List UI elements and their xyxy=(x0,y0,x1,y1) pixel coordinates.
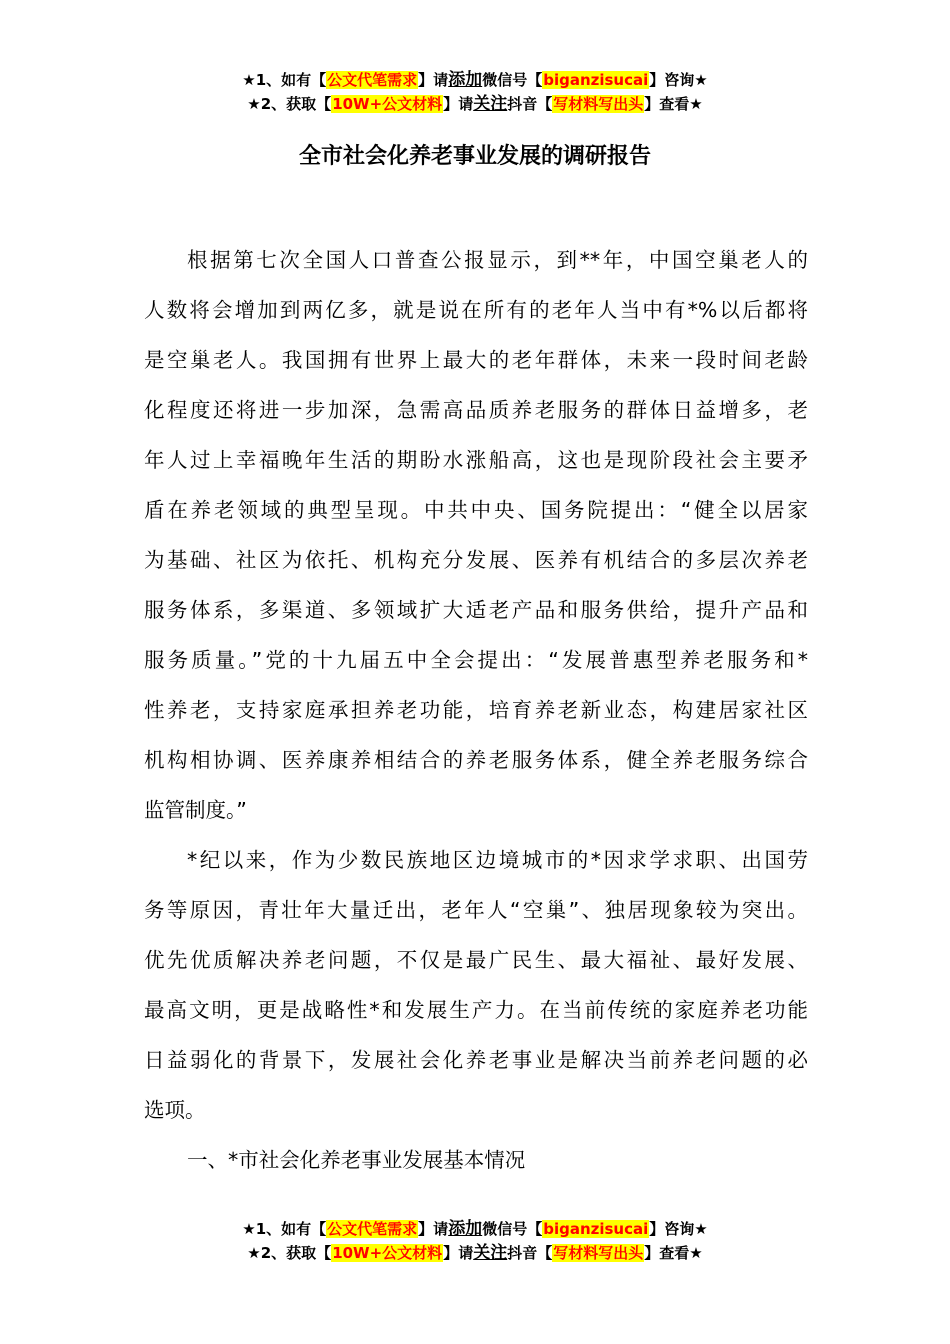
promo-line-1 xyxy=(0,1217,950,1241)
text-line: 最高文明，更是战略性*和发展生产力。在当前传统的家庭养老功能 xyxy=(144,998,808,1022)
promo-text: ★2、获取【 xyxy=(247,1244,332,1262)
promo-text: 微信号【 xyxy=(482,71,543,89)
highlight-text: 公文代笔需求 xyxy=(327,1220,418,1238)
highlight-text: 10W+公文材料 xyxy=(332,1244,443,1262)
text-line: *纪以来，作为少数民族地区边境城市的*因求学求职、出国劳 xyxy=(187,848,808,872)
text-line: 优先优质解决养老问题，不仅是最广民生、最大福祉、最好发展、 xyxy=(144,948,808,972)
highlight-text: biganzisucai xyxy=(543,71,649,89)
highlight-text: biganzisucai xyxy=(543,1220,649,1238)
promo-text: 抖音【 xyxy=(507,1244,553,1262)
promo-line-2 xyxy=(0,1241,950,1265)
text-line: 人数将会增加到两亿多，就是说在所有的老年人当中有*%以后都将 xyxy=(144,298,808,322)
promo-text: 】请 xyxy=(443,1244,474,1262)
promo-text: 】查看★ xyxy=(644,1244,703,1262)
underlined-text: 添加 xyxy=(448,70,483,90)
promo-text: 抖音【 xyxy=(507,95,553,113)
document-title: 全市社会化养老事业发展的调研报告 xyxy=(298,144,651,169)
promo-text: 】咨询★ xyxy=(649,71,708,89)
promo-text: 】请 xyxy=(418,71,449,89)
underlined-text: 关注 xyxy=(473,1243,508,1263)
promo-text: 】咨询★ xyxy=(649,1220,708,1238)
highlight-text: 公文代笔需求 xyxy=(327,71,418,89)
underlined-text: 添加 xyxy=(448,1219,483,1239)
document-body xyxy=(144,235,808,1185)
highlight-text: 写材料写出头 xyxy=(553,95,644,113)
promo-text: 】请 xyxy=(443,95,474,113)
promo-banner-bottom xyxy=(0,1217,950,1265)
promo-text: ★2、获取【 xyxy=(247,95,332,113)
text-line: 年人过上幸福晚年生活的期盼水涨船高，这也是现阶段社会主要矛 xyxy=(144,448,808,472)
text-line: 服务体系，多渠道、多领域扩大适老产品和服务供给，提升产品和 xyxy=(144,598,808,622)
text-line: 根据第七次全国人口普查公报显示，到**年，中国空巢老人的 xyxy=(187,248,808,272)
text-line: 监管制度。” xyxy=(144,798,247,822)
promo-text: 】查看★ xyxy=(644,95,703,113)
text-line: 为基础、社区为依托、机构充分发展、医养有机结合的多层次养老 xyxy=(144,548,808,572)
section-heading: 一、*市社会化养老事业发展基本情况 xyxy=(187,1148,526,1172)
promo-line-2 xyxy=(0,92,950,116)
text-line: 服务质量。”党的十九届五中全会提出：“发展普惠型养老服务和* xyxy=(144,648,808,672)
underlined-text: 关注 xyxy=(473,94,508,114)
highlight-text: 写材料写出头 xyxy=(553,1244,644,1262)
text-line: 性养老，支持家庭承担养老功能，培育养老新业态，构建居家社区 xyxy=(144,698,808,722)
promo-text: 微信号【 xyxy=(482,1220,543,1238)
promo-line-1 xyxy=(0,68,950,92)
text-line: 选项。 xyxy=(144,1098,206,1122)
text-line: 日益弱化的背景下，发展社会化养老事业是解决当前养老问题的必 xyxy=(144,1048,808,1072)
promo-banner-top xyxy=(0,68,950,116)
promo-text: 】请 xyxy=(418,1220,449,1238)
promo-text: ★1、如有【 xyxy=(242,71,327,89)
text-line: 机构相协调、医养康养相结合的养老服务体系，健全养老服务综合 xyxy=(144,748,808,772)
text-line: 盾在养老领域的典型呈现。中共中央、国务院提出：“健全以居家 xyxy=(144,498,808,522)
text-line: 是空巢老人。我国拥有世界上最大的老年群体，未来一段时间老龄 xyxy=(144,348,808,372)
text-line: 务等原因，青壮年大量迁出，老年人“空巢”、独居现象较为突出。 xyxy=(144,898,808,922)
text-line: 化程度还将进一步加深，急需高品质养老服务的群体日益增多，老 xyxy=(144,398,808,422)
highlight-text: 10W+公文材料 xyxy=(332,95,443,113)
promo-text: ★1、如有【 xyxy=(242,1220,327,1238)
